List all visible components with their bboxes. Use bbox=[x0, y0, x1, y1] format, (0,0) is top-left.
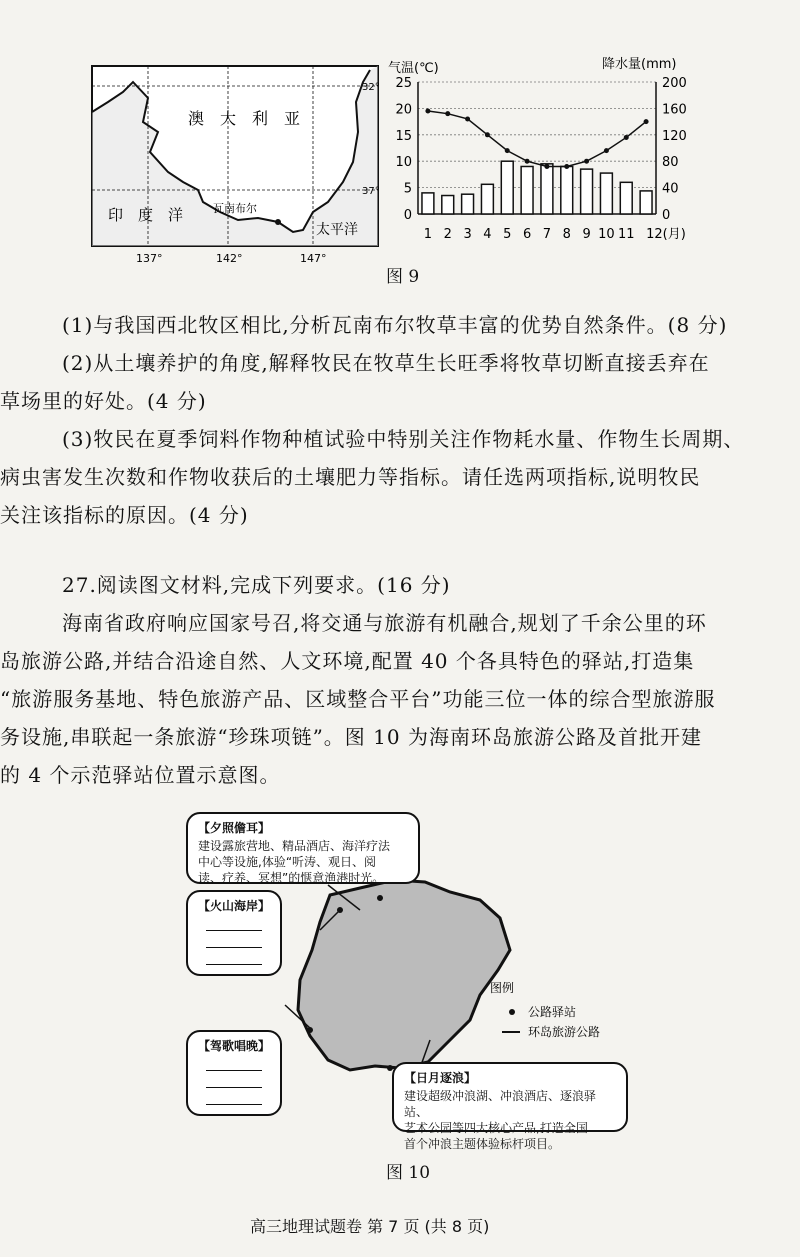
y-tick-label-right: 200 bbox=[662, 76, 687, 91]
lat-label: 37° bbox=[362, 186, 380, 197]
y-tick-label-left: 5 bbox=[403, 181, 412, 197]
city-dot bbox=[275, 219, 281, 225]
legend-title: 图例 bbox=[490, 981, 515, 995]
precip-bar bbox=[600, 173, 612, 214]
q27-title: 27.阅读图文材料,完成下列要求。(16 分) bbox=[62, 573, 451, 597]
callout-huoshan bbox=[186, 890, 282, 976]
callout-text: 艺术公园等四大核心产品,打造全国 bbox=[404, 1121, 588, 1135]
question-1: (1)与我国西北牧区相比,分析瓦南布尔牧草丰富的优势自然条件。(8 分) bbox=[62, 313, 728, 337]
y-tick-label-left: 20 bbox=[395, 102, 412, 118]
question-3-line3: 关注该指标的原因。(4 分) bbox=[0, 503, 249, 527]
y-tick-label-right: 80 bbox=[662, 155, 679, 171]
callout-title: 【火山海岸】 bbox=[198, 899, 271, 913]
lat-label: 32° bbox=[362, 82, 380, 93]
blank-line bbox=[206, 1064, 262, 1071]
map-sea-label-2: 太平洋 bbox=[316, 222, 358, 238]
callout-text: 首个冲浪主题体验标杆项目。 bbox=[404, 1137, 561, 1151]
callout-title: 【夕照儋耳】 bbox=[198, 821, 271, 835]
x-tick-label: 10 bbox=[598, 227, 615, 242]
question-3-line2: 病虫害发生次数和作物收获后的土壤肥力等指标。请任选两项指标,说明牧民 bbox=[0, 465, 701, 489]
temp-point bbox=[564, 164, 569, 169]
map-city-label: 瓦南布尔 bbox=[213, 202, 257, 215]
temp-line bbox=[428, 111, 646, 166]
callout-xizhao bbox=[186, 812, 420, 884]
x-tick-label: 5 bbox=[503, 227, 512, 242]
temp-point bbox=[525, 159, 530, 164]
callout-text: 建设超级冲浪湖、冲浪酒店、逐浪驿站、 bbox=[404, 1089, 597, 1119]
callout-text: 读、疗养、冥想”的惬意渔港时光。 bbox=[198, 871, 385, 885]
temp-point bbox=[544, 164, 549, 169]
x-tick-label: 4 bbox=[483, 227, 492, 242]
callout-riyue bbox=[392, 1062, 628, 1151]
question-2-line2: 草场里的好处。(4 分) bbox=[0, 389, 207, 413]
precip-bar bbox=[521, 166, 533, 214]
temp-point bbox=[465, 116, 470, 121]
q27-para-line3: “旅游服务基地、特色旅游产品、区域整合平台”功能三位一体的综合型旅游服 bbox=[0, 687, 716, 711]
temp-point bbox=[485, 132, 490, 137]
x-tick-label: 1 bbox=[423, 227, 433, 242]
precip-bar bbox=[581, 169, 593, 214]
precip-bar bbox=[481, 184, 493, 214]
y-tick-label-right: 40 bbox=[662, 181, 679, 197]
y-tick-label-left: 10 bbox=[395, 155, 412, 171]
temp-point bbox=[584, 159, 589, 164]
map-region-label: 澳 大 利 亚 bbox=[188, 109, 301, 128]
legend-station-label: 公路驿站 bbox=[528, 1005, 577, 1019]
lon-label: 142° bbox=[216, 252, 243, 265]
q27-para-line5: 的 4 个示范驿站位置示意图。 bbox=[0, 763, 281, 787]
y-tick-label-left: 15 bbox=[395, 128, 412, 144]
legend-station-dot bbox=[509, 1009, 515, 1015]
blank-line bbox=[206, 941, 262, 948]
x-tick-label: 3 bbox=[463, 227, 472, 242]
y-tick-label-right: 120 bbox=[662, 128, 687, 144]
legend-road-label: 环岛旅游公路 bbox=[528, 1025, 601, 1039]
callout-title: 【日月逐浪】 bbox=[404, 1071, 477, 1085]
lon-label: 147° bbox=[300, 252, 327, 265]
precip-bar bbox=[422, 193, 434, 214]
callout-text: 中心等设施,体验“听涛、观日、阅 bbox=[198, 855, 377, 869]
climate-chart bbox=[388, 52, 703, 252]
blank-line bbox=[206, 1098, 262, 1105]
precip-bar bbox=[501, 161, 513, 214]
map-sea-label-1: 印 度 洋 bbox=[108, 206, 184, 224]
y-tick-label-left: 0 bbox=[403, 208, 412, 223]
temp-point bbox=[505, 148, 510, 153]
y-tick-label-right: 0 bbox=[662, 208, 671, 223]
callout-text: 建设露旅营地、精品酒店、海洋疗法 bbox=[198, 839, 391, 853]
fig9-caption: 图 9 bbox=[386, 267, 420, 287]
blank-line bbox=[206, 1081, 262, 1088]
question-2-line1: (2)从土壤养护的角度,解释牧民在牧草生长旺季将牧草切断直接丢弃在 bbox=[62, 351, 710, 375]
temp-point bbox=[604, 148, 609, 153]
page-footer: 高三地理试题卷 第 7 页 (共 8 页) bbox=[250, 1217, 490, 1236]
x-tick-label: 8 bbox=[562, 227, 571, 242]
x-tick-label: 7 bbox=[542, 227, 552, 242]
precip-bar bbox=[561, 166, 573, 214]
y-tick-label-right: 160 bbox=[662, 102, 687, 118]
x-tick-label: 2 bbox=[443, 227, 452, 242]
temp-point bbox=[624, 135, 629, 140]
precip-bar bbox=[640, 191, 652, 214]
blank-line bbox=[206, 958, 262, 965]
temp-point bbox=[445, 111, 450, 116]
temp-point bbox=[425, 109, 430, 114]
q27-para-line1: 海南省政府响应国家号召,将交通与旅游有机融合,规划了千余公里的环 bbox=[62, 611, 707, 635]
x-tick-label: 12(月) bbox=[646, 227, 686, 242]
callout-gechang bbox=[186, 1030, 282, 1116]
precip-bar bbox=[442, 196, 454, 214]
temp-point bbox=[644, 119, 649, 124]
x-tick-label: 11 bbox=[617, 227, 635, 242]
callout-title: 【驾歌唱晚】 bbox=[198, 1039, 271, 1053]
fig9-map bbox=[88, 62, 388, 272]
precip-bar bbox=[620, 182, 632, 214]
blank-line bbox=[206, 924, 262, 931]
lon-label: 137° bbox=[136, 252, 163, 265]
precip-bar bbox=[462, 194, 474, 214]
y-axis-title-right: 降水量(mm) bbox=[602, 57, 677, 72]
y-axis-title-left: 气温(℃) bbox=[388, 61, 439, 76]
y-tick-label-left: 25 bbox=[395, 76, 412, 91]
q27-para-line4: 务设施,串联起一条旅游“珍珠项链”。图 10 为海南环岛旅游公路及首批开建 bbox=[0, 725, 702, 749]
question-3-line1: (3)牧民在夏季饲料作物种植试验中特别关注作物耗水量、作物生长周期、 bbox=[62, 427, 745, 451]
precip-bar bbox=[541, 164, 553, 214]
x-tick-label: 9 bbox=[582, 227, 591, 242]
x-tick-label: 6 bbox=[522, 227, 532, 242]
q27-para-line2: 岛旅游公路,并结合沿途自然、人文环境,配置 40 个各具特色的驿站,打造集 bbox=[0, 649, 695, 673]
fig10-caption: 图 10 bbox=[386, 1163, 431, 1183]
